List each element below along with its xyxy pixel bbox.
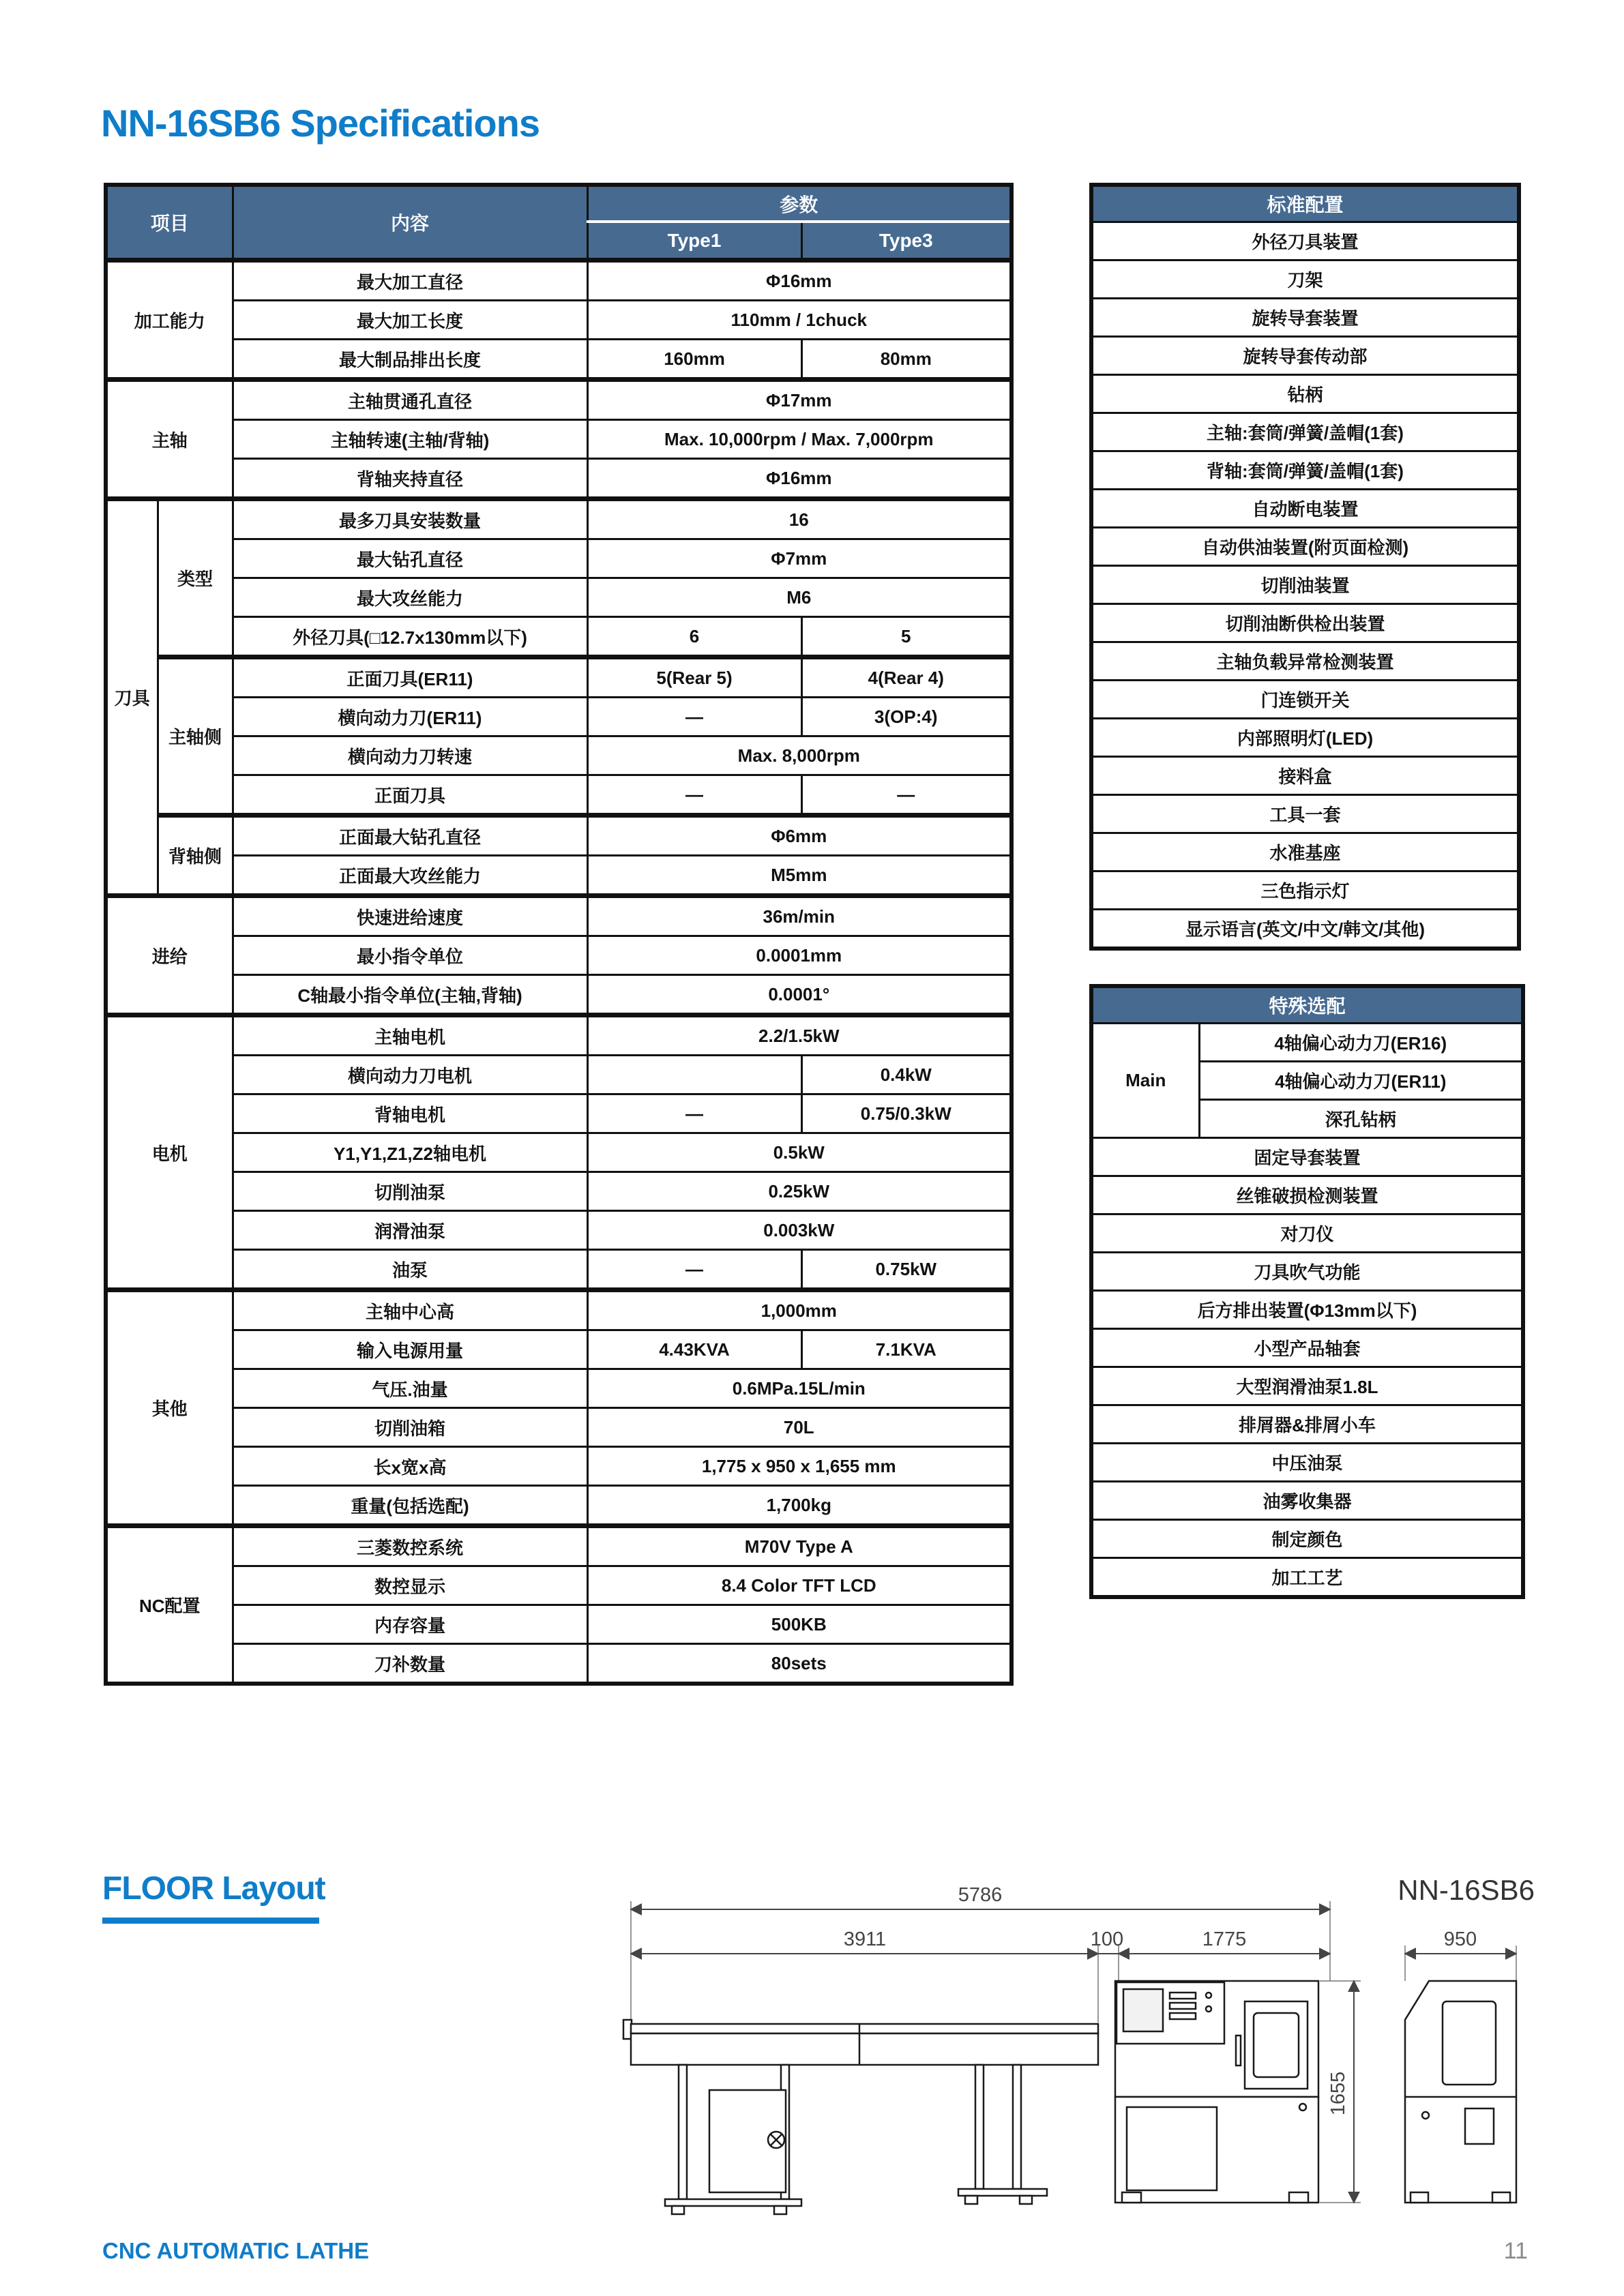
spec-value-type1: 160mm xyxy=(587,340,801,380)
table-row xyxy=(106,1644,1012,1684)
list-item: 切削油断供检出装置 xyxy=(1091,604,1519,642)
spec-label: 气压.油量 xyxy=(233,1369,587,1408)
table-row xyxy=(106,1486,1012,1526)
spec-value-type1: 5(Rear 5) xyxy=(587,657,801,698)
list-item: 小型产品轴套 xyxy=(1091,1329,1523,1367)
spec-label: C轴最小指令单位(主轴,背轴) xyxy=(233,975,587,1015)
floor-layout-title: FLOOR Layout xyxy=(102,1870,325,1907)
group-others: 其他 xyxy=(106,1290,233,1526)
list-item: 排屑器&排屑小车 xyxy=(1091,1405,1523,1444)
spec-value-type1: — xyxy=(587,1094,801,1133)
list-item: 切削油装置 xyxy=(1091,566,1519,604)
table-row xyxy=(106,340,1012,380)
floor-layout-drawing xyxy=(614,1862,1541,2230)
spec-value: 0.6MPa.15L/min xyxy=(587,1369,1012,1408)
spec-value: 8.4 Color TFT LCD xyxy=(587,1566,1012,1605)
list-item: 大型润滑油泵1.8L xyxy=(1091,1367,1523,1405)
spec-label: 最小指令单位 xyxy=(233,936,587,975)
spec-value-type1: — xyxy=(587,1250,801,1290)
list-item: 三色指示灯 xyxy=(1091,871,1519,910)
spec-value-type1: 6 xyxy=(587,617,801,657)
spec-value-type3: 7.1KVA xyxy=(801,1330,1012,1369)
special-options-table xyxy=(1089,984,1525,1599)
dim-machine-length: 1775 xyxy=(1202,1928,1247,1950)
table-row xyxy=(106,1172,1012,1211)
table-row xyxy=(106,657,1012,698)
table-row xyxy=(106,1133,1012,1172)
spec-value-type3: 80mm xyxy=(801,340,1012,380)
spec-value: 0.003kW xyxy=(587,1211,1012,1250)
spec-value: 1,775 x 950 x 1,655 mm xyxy=(587,1447,1012,1486)
table-row xyxy=(106,1056,1012,1094)
table-row xyxy=(106,499,1012,539)
list-item: 深孔钻柄 xyxy=(1091,1100,1523,1138)
spec-label: 切削油泵 xyxy=(233,1172,587,1211)
spec-value: 80sets xyxy=(587,1644,1012,1684)
spec-label: 背轴电机 xyxy=(233,1094,587,1133)
list-item: 主轴:套筒/弹簧/盖帽(1套) xyxy=(1091,413,1519,451)
spec-label: 外径刀具(□12.7x130mm以下) xyxy=(233,617,587,657)
bar-feeder-drawing xyxy=(623,2020,1098,2214)
list-item: 自动断电装置 xyxy=(1091,490,1519,528)
group-tool-type: 类型 xyxy=(158,499,233,657)
list-item: 制定颜色 xyxy=(1091,1520,1523,1558)
list-item: 加工工艺 xyxy=(1091,1558,1523,1598)
spec-label: 长x宽x高 xyxy=(233,1447,587,1486)
spec-value-type1: — xyxy=(587,698,801,736)
spec-value: M6 xyxy=(587,578,1012,617)
spec-label: 主轴贯通孔直径 xyxy=(233,380,587,420)
spec-value: Φ17mm xyxy=(587,380,1012,420)
spec-value: 0.0001mm xyxy=(587,936,1012,975)
list-item: 刀架 xyxy=(1091,260,1519,299)
dim-feeder-length: 3911 xyxy=(843,1928,887,1950)
spec-label: 最大钻孔直径 xyxy=(233,539,587,578)
spec-label: 横向动力刀(ER11) xyxy=(233,698,587,736)
list-item: 后方排出装置(Φ13mm以下) xyxy=(1091,1291,1523,1329)
spec-value: 500KB xyxy=(587,1605,1012,1644)
page-title: NN-16SB6 Specifications xyxy=(101,102,540,145)
spec-label: 主轴中心高 xyxy=(233,1290,587,1330)
table-row xyxy=(106,578,1012,617)
table-row xyxy=(106,1408,1012,1447)
page-number: 11 xyxy=(1503,2238,1528,2264)
list-item: 水准基座 xyxy=(1091,833,1519,871)
spec-label: 重量(包括选配) xyxy=(233,1486,587,1526)
spec-value: Max. 8,000rpm xyxy=(587,736,1012,775)
spec-value: Φ6mm xyxy=(587,816,1012,856)
table-row xyxy=(106,1290,1012,1330)
spec-label: 切削油箱 xyxy=(233,1408,587,1447)
table-row xyxy=(106,775,1012,816)
spec-label: 正面刀具 xyxy=(233,775,587,816)
list-item: 背轴:套筒/弹簧/盖帽(1套) xyxy=(1091,451,1519,490)
table-row xyxy=(106,1211,1012,1250)
spec-value-type1: — xyxy=(587,775,801,816)
list-item: 主轴负载异常检测装置 xyxy=(1091,642,1519,681)
spec-label: 油泵 xyxy=(233,1250,587,1290)
spec-label: 最大加工长度 xyxy=(233,301,587,340)
table-row xyxy=(106,896,1012,936)
spec-value: 0.25kW xyxy=(587,1172,1012,1211)
spec-value-type1 xyxy=(587,1056,801,1094)
table-row xyxy=(106,816,1012,856)
spec-table xyxy=(104,183,1014,1686)
table-row xyxy=(106,856,1012,896)
spec-value: Φ16mm xyxy=(587,459,1012,499)
spec-label: 刀补数量 xyxy=(233,1644,587,1684)
spec-value: 70L xyxy=(587,1408,1012,1447)
spec-value: 0.5kW xyxy=(587,1133,1012,1172)
spec-label: 输入电源用量 xyxy=(233,1330,587,1369)
footer-category-label: CNC AUTOMATIC LATHE xyxy=(102,2238,370,2263)
spec-label: 背轴夹持直径 xyxy=(233,459,587,499)
spec-label: 数控显示 xyxy=(233,1566,587,1605)
list-item: 门连锁开关 xyxy=(1091,681,1519,719)
list-item: 旋转导套装置 xyxy=(1091,299,1519,337)
spec-value-type1: 4.43KVA xyxy=(587,1330,801,1369)
special-options-title: 特殊选配 xyxy=(1091,986,1523,1024)
spec-label: 最大攻丝能力 xyxy=(233,578,587,617)
spec-label: 主轴电机 xyxy=(233,1015,587,1056)
spec-label: 最多刀具安装数量 xyxy=(233,499,587,539)
list-item: 内部照明灯(LED) xyxy=(1091,719,1519,757)
spec-value: M5mm xyxy=(587,856,1012,896)
table-row xyxy=(106,380,1012,420)
standard-config-title: 标准配置 xyxy=(1091,185,1519,222)
list-item: 钻柄 xyxy=(1091,375,1519,413)
table-row xyxy=(106,1250,1012,1290)
list-item: 丝锥破损检测装置 xyxy=(1091,1176,1523,1214)
list-item: 刀具吹气功能 xyxy=(1091,1253,1523,1291)
spec-label: 三菱数控系统 xyxy=(233,1526,587,1566)
spec-value: Φ16mm xyxy=(587,260,1012,301)
list-item: 旋转导套传动部 xyxy=(1091,337,1519,375)
spec-value: 0.0001° xyxy=(587,975,1012,1015)
list-item: 工具一套 xyxy=(1091,795,1519,833)
spec-value: Φ7mm xyxy=(587,539,1012,578)
spec-value-type3: 0.75kW xyxy=(801,1250,1012,1290)
machine-side-view-drawing xyxy=(1115,1981,1318,2203)
spec-label: 最大制品排出长度 xyxy=(233,340,587,380)
table-row xyxy=(106,1015,1012,1056)
table-row xyxy=(106,975,1012,1015)
dim-gap: 100 xyxy=(1090,1928,1124,1950)
list-item: 对刀仪 xyxy=(1091,1214,1523,1253)
table-row xyxy=(106,1605,1012,1644)
table-row xyxy=(106,260,1012,301)
spec-value: M70V Type A xyxy=(587,1526,1012,1566)
dim-total-length: 5786 xyxy=(958,1884,1003,1906)
spec-label: 内存容量 xyxy=(233,1605,587,1644)
table-row xyxy=(106,617,1012,657)
list-item: 接料盒 xyxy=(1091,757,1519,795)
table-row xyxy=(106,736,1012,775)
spec-value-type3: 4(Rear 4) xyxy=(801,657,1012,698)
spec-label: 正面最大钻孔直径 xyxy=(233,816,587,856)
group-main: Main xyxy=(1091,1024,1199,1138)
group-tools: 刀具 xyxy=(106,499,158,896)
table-row xyxy=(106,301,1012,340)
spec-label: 横向动力刀电机 xyxy=(233,1056,587,1094)
spec-label: 润滑油泵 xyxy=(233,1211,587,1250)
table-row xyxy=(106,1447,1012,1486)
list-item: 中压油泵 xyxy=(1091,1444,1523,1482)
group-feed: 进给 xyxy=(106,896,233,1015)
spec-value-type3: 0.4kW xyxy=(801,1056,1012,1094)
dim-machine-height: 1655 xyxy=(1327,2071,1349,2116)
floor-title-underline xyxy=(102,1918,319,1924)
group-motors: 电机 xyxy=(106,1015,233,1290)
spec-label: 最大加工直径 xyxy=(233,260,587,301)
spec-value: 2.2/1.5kW xyxy=(587,1015,1012,1056)
table-row xyxy=(106,420,1012,459)
list-item: 4轴偏心动力刀(ER11) xyxy=(1091,1062,1523,1100)
floor-model-label: NN-16SB6 xyxy=(1398,1874,1535,1906)
spec-value-type3: 0.75/0.3kW xyxy=(801,1094,1012,1133)
table-row xyxy=(106,1330,1012,1369)
list-item: 油雾收集器 xyxy=(1091,1482,1523,1520)
spec-value: 1,000mm xyxy=(587,1290,1012,1330)
spec-value: Max. 10,000rpm / Max. 7,000rpm xyxy=(587,420,1012,459)
spec-label: 快速进给速度 xyxy=(233,896,587,936)
group-back-spindle-side: 背轴侧 xyxy=(158,816,233,896)
spec-value-type3: — xyxy=(801,775,1012,816)
col-header-type1: Type1 xyxy=(587,222,801,260)
spec-label: Y1,Y1,Z1,Z2轴电机 xyxy=(233,1133,587,1172)
dim-machine-width: 950 xyxy=(1443,1928,1477,1950)
spec-label: 正面最大攻丝能力 xyxy=(233,856,587,896)
list-item: 显示语言(英文/中文/韩文/其他) xyxy=(1091,910,1519,949)
list-item: 固定导套装置 xyxy=(1091,1138,1523,1176)
spec-value: 110mm / 1chuck xyxy=(587,301,1012,340)
table-row xyxy=(106,698,1012,736)
list-item: 自动供油装置(附页面检测) xyxy=(1091,528,1519,566)
group-main-spindle: 主轴 xyxy=(106,380,233,499)
spec-label: 横向动力刀转速 xyxy=(233,736,587,775)
spec-value: 16 xyxy=(587,499,1012,539)
list-item: Main 4轴偏心动力刀(ER16) xyxy=(1091,1024,1523,1062)
table-row xyxy=(106,1566,1012,1605)
spec-value-type3: 3(OP:4) xyxy=(801,698,1012,736)
spec-value: 1,700kg xyxy=(587,1486,1012,1526)
col-header-content: 内容 xyxy=(233,185,587,260)
table-row xyxy=(106,539,1012,578)
col-header-item: 项目 xyxy=(106,185,233,260)
table-row xyxy=(106,1369,1012,1408)
spec-value-type3: 5 xyxy=(801,617,1012,657)
group-nc-config: NC配置 xyxy=(106,1526,233,1684)
spec-value: 36m/min xyxy=(587,896,1012,936)
standard-config-table xyxy=(1089,183,1521,951)
table-row xyxy=(106,1526,1012,1566)
table-row xyxy=(106,1094,1012,1133)
machine-end-view-drawing xyxy=(1405,1981,1516,2203)
col-header-type3: Type3 xyxy=(801,222,1012,260)
table-row xyxy=(106,936,1012,975)
list-item: 外径刀具装置 xyxy=(1091,222,1519,260)
group-machining-capacity: 加工能力 xyxy=(106,260,233,380)
spec-label: 主轴转速(主轴/背轴) xyxy=(233,420,587,459)
spec-label: 正面刀具(ER11) xyxy=(233,657,587,698)
table-row xyxy=(106,459,1012,499)
group-main-spindle-side: 主轴侧 xyxy=(158,657,233,816)
col-header-params: 参数 xyxy=(587,185,1012,222)
